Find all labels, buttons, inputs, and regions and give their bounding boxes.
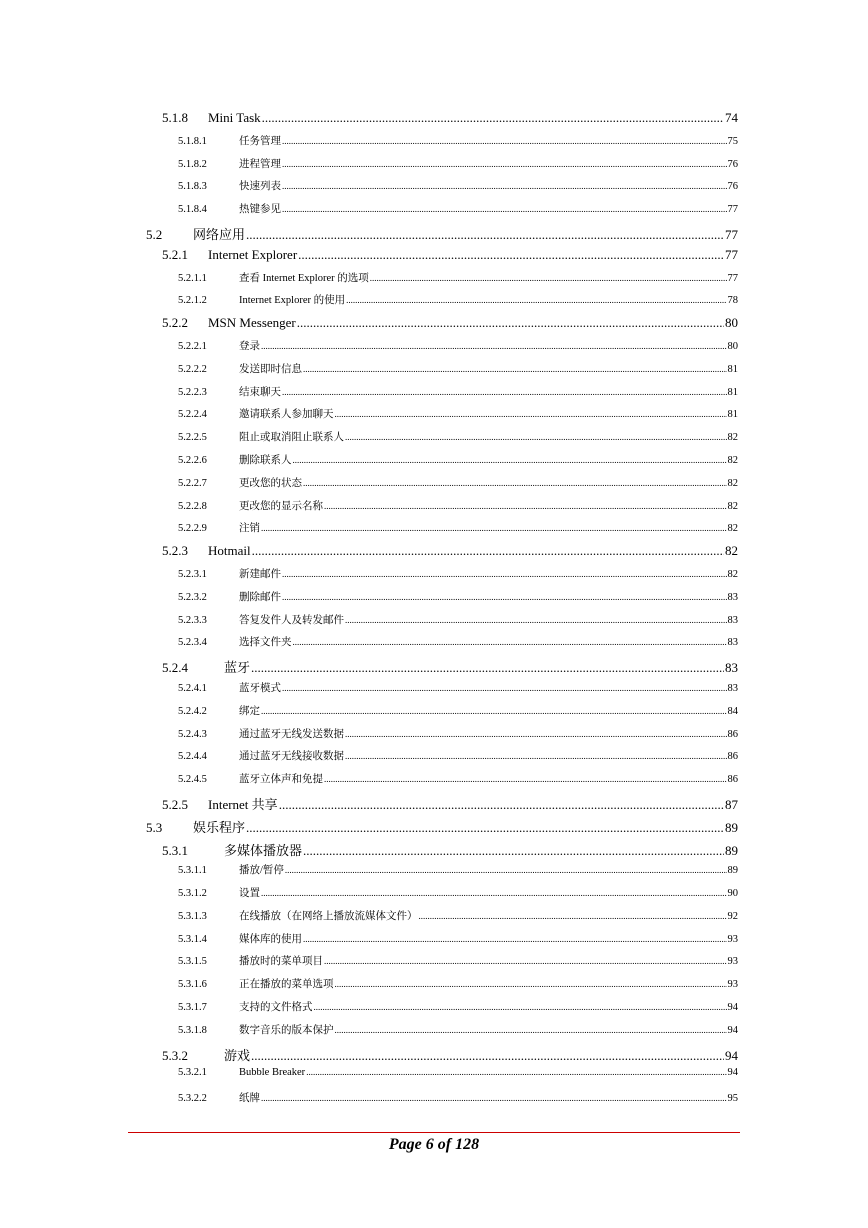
toc-dot-leader <box>345 729 727 740</box>
toc-entry-number: 5.2.4.3 <box>178 728 207 740</box>
toc-entry-title: 阻止或取消阻止联系人 <box>239 432 344 444</box>
toc-dot-leader <box>246 227 724 243</box>
toc-entry-title: 网络应用 <box>193 226 246 242</box>
toc-entry-title: 快速列表 <box>239 181 281 193</box>
toc-entry-title: MSN Messenger <box>208 315 296 331</box>
toc-dot-leader <box>261 706 727 717</box>
toc-entry[interactable] <box>0 566 868 589</box>
toc-entry-number: 5.2.3.4 <box>178 637 207 649</box>
toc-entry-page: 80 <box>727 340 738 352</box>
toc-dot-leader <box>314 1002 727 1013</box>
toc-dot-leader <box>282 181 727 192</box>
toc-entry-page: 82 <box>727 477 738 489</box>
toc-entry-title: 邀请联系人参加聊天 <box>239 409 334 421</box>
toc-entry-title: 播放/暂停 <box>239 865 284 877</box>
toc-entry-page: 83 <box>727 637 738 649</box>
toc-entry[interactable] <box>0 384 868 407</box>
toc-entry-page: 82 <box>727 523 738 535</box>
toc-dot-leader <box>298 247 724 263</box>
toc-entry-page: 75 <box>727 135 738 147</box>
toc-entry[interactable] <box>0 156 868 179</box>
toc-dot-leader <box>293 637 727 648</box>
toc-entry-title: 蓝牙模式 <box>239 682 281 694</box>
toc-entry-number: 5.3.1.6 <box>178 979 207 991</box>
toc-entry-number: 5.3.1 <box>162 842 188 858</box>
toc-dot-leader <box>345 432 727 443</box>
toc-entry-number: 5.1.8.2 <box>178 158 207 170</box>
toc-entry[interactable] <box>0 178 868 201</box>
toc-dot-leader <box>303 478 727 489</box>
toc-entry-title: Hotmail <box>208 543 251 559</box>
toc-entry-page: 77 <box>727 204 738 216</box>
toc-entry[interactable] <box>0 931 868 954</box>
toc-entry-title: 媒体库的使用 <box>239 933 302 945</box>
toc-entry-page: 81 <box>727 386 738 398</box>
toc-entry-page: 83 <box>725 660 738 676</box>
toc-dot-leader <box>282 387 727 398</box>
toc-entry-page: 82 <box>727 568 738 580</box>
toc-entry-number: 5.3.2.2 <box>178 1093 207 1105</box>
toc-entry[interactable] <box>0 1045 868 1068</box>
toc-dot-leader <box>324 956 727 967</box>
toc-entry-title: 蓝牙 <box>224 660 251 676</box>
toc-entry-page: 94 <box>727 1067 738 1079</box>
toc-entry[interactable] <box>0 953 868 976</box>
toc-entry-title: 结束聊天 <box>239 386 281 398</box>
toc-entry[interactable] <box>0 1090 868 1113</box>
toc-dot-leader <box>306 1067 726 1078</box>
toc-entry[interactable] <box>0 406 868 429</box>
toc-entry-page: 83 <box>727 614 738 626</box>
toc-dot-leader <box>282 569 727 580</box>
toc-entry-number: 5.3.1.2 <box>178 888 207 900</box>
table-of-contents <box>0 110 868 1113</box>
toc-entry-page: 87 <box>725 796 738 812</box>
toc-entry-page: 77 <box>725 226 738 242</box>
toc-entry[interactable] <box>0 1067 868 1090</box>
toc-entry-number: 5.2.3.3 <box>178 614 207 626</box>
toc-entry-page: 83 <box>727 682 738 694</box>
toc-entry-number: 5.2.1 <box>162 246 188 262</box>
toc-entry-number: 5.3.1.1 <box>178 865 207 877</box>
toc-entry-number: 5.2.2.9 <box>178 523 207 535</box>
toc-entry-number: 5.3 <box>146 819 163 835</box>
toc-entry-title: 数字音乐的版本保护 <box>239 1024 334 1036</box>
toc-entry-page: 83 <box>727 591 738 603</box>
toc-entry-number: 5.2.2.1 <box>178 340 207 352</box>
toc-entry-page: 76 <box>727 158 738 170</box>
toc-entry-title: 绑定 <box>239 705 260 717</box>
toc-dot-leader <box>345 615 727 626</box>
toc-entry[interactable] <box>0 452 868 475</box>
toc-entry-page: 78 <box>727 295 738 307</box>
toc-entry-number: 5.2.4.5 <box>178 774 207 786</box>
toc-entry[interactable] <box>0 247 868 270</box>
toc-dot-leader <box>370 273 727 284</box>
toc-entry-number: 5.2.2 <box>162 315 188 331</box>
toc-entry[interactable] <box>0 475 868 498</box>
toc-dot-leader <box>282 592 727 603</box>
toc-entry-number: 5.2.4.4 <box>178 751 207 763</box>
toc-entry[interactable] <box>0 224 868 247</box>
toc-entry-title: 支持的文件格式 <box>239 1002 313 1014</box>
toc-entry-page: 93 <box>727 933 738 945</box>
toc-entry-page: 76 <box>727 181 738 193</box>
toc-entry[interactable] <box>0 201 868 224</box>
toc-entry[interactable] <box>0 703 868 726</box>
toc-entry-title: 选择文件夹 <box>239 637 292 649</box>
toc-dot-leader <box>324 774 727 785</box>
toc-entry-title: 更改您的显示名称 <box>239 500 323 512</box>
toc-dot-leader <box>303 843 724 859</box>
toc-entry[interactable] <box>0 771 868 794</box>
toc-entry[interactable] <box>0 817 868 840</box>
toc-entry-number: 5.3.1.7 <box>178 1002 207 1014</box>
toc-entry-number: 5.2.2.8 <box>178 500 207 512</box>
toc-entry[interactable] <box>0 634 868 657</box>
toc-entry-page: 77 <box>727 272 738 284</box>
toc-dot-leader <box>279 797 724 813</box>
toc-entry-title: 任务管理 <box>239 135 281 147</box>
toc-entry-title: 设置 <box>239 888 260 900</box>
toc-dot-leader <box>335 1025 727 1036</box>
toc-dot-leader <box>324 501 727 512</box>
toc-entry[interactable] <box>0 908 868 931</box>
toc-entry-number: 5.3.2 <box>162 1047 188 1063</box>
toc-entry-page: 94 <box>727 1024 738 1036</box>
toc-entry-title: 娱乐程序 <box>193 819 246 835</box>
toc-dot-leader <box>293 455 727 466</box>
toc-entry-page: 84 <box>727 705 738 717</box>
toc-dot-leader <box>282 136 727 147</box>
toc-entry-number: 5.3.1.8 <box>178 1024 207 1036</box>
toc-entry-title: 蓝牙立体声和免提 <box>239 774 323 786</box>
toc-entry[interactable] <box>0 862 868 885</box>
toc-entry-title: Internet Explorer 的使用 <box>239 295 346 307</box>
toc-entry-number: 5.2.1.1 <box>178 272 207 284</box>
toc-dot-leader <box>262 110 724 126</box>
toc-entry-title: 发送即时信息 <box>239 363 302 375</box>
toc-entry-page: 77 <box>725 246 738 262</box>
toc-entry-number: 5.2.1.2 <box>178 295 207 307</box>
toc-entry-number: 5.1.8.1 <box>178 135 207 147</box>
toc-entry[interactable] <box>0 657 868 680</box>
toc-entry[interactable] <box>0 589 868 612</box>
toc-entry[interactable] <box>0 680 868 703</box>
toc-entry-page: 81 <box>727 363 738 375</box>
toc-entry-page: 82 <box>727 432 738 444</box>
toc-entry-page: 86 <box>727 728 738 740</box>
toc-entry-page: 94 <box>725 1047 738 1063</box>
toc-entry-number: 5.2.4.2 <box>178 705 207 717</box>
toc-entry[interactable] <box>0 110 868 133</box>
toc-entry-title: 更改您的状态 <box>239 477 302 489</box>
toc-entry-number: 5.3.1.5 <box>178 956 207 968</box>
toc-dot-leader <box>285 865 727 876</box>
toc-entry-page: 89 <box>725 819 738 835</box>
toc-entry-number: 5.2.2.7 <box>178 477 207 489</box>
toc-entry-page: 80 <box>725 315 738 331</box>
toc-entry-title: 查看 Internet Explorer 的选项 <box>239 272 369 284</box>
toc-dot-leader <box>419 911 727 922</box>
toc-entry-number: 5.2.4.1 <box>178 682 207 694</box>
toc-dot-leader <box>282 204 727 215</box>
toc-dot-leader <box>303 364 727 375</box>
toc-entry-page: 93 <box>727 956 738 968</box>
toc-entry-number: 5.2.2.6 <box>178 454 207 466</box>
toc-entry[interactable] <box>0 1022 868 1045</box>
toc-entry-number: 5.2.3.1 <box>178 568 207 580</box>
toc-entry-number: 5.2.2.5 <box>178 432 207 444</box>
toc-dot-leader <box>335 979 727 990</box>
toc-entry[interactable] <box>0 429 868 452</box>
toc-entry-number: 5.2.3 <box>162 543 188 559</box>
toc-entry-page: 82 <box>725 543 738 559</box>
toc-dot-leader <box>303 934 727 945</box>
toc-dot-leader <box>261 1093 727 1104</box>
toc-entry-title: 正在播放的菜单选项 <box>239 979 334 991</box>
toc-entry[interactable] <box>0 612 868 635</box>
toc-entry[interactable] <box>0 794 868 817</box>
toc-entry-number: 5.1.8.3 <box>178 181 207 193</box>
toc-dot-leader <box>261 888 727 899</box>
toc-dot-leader <box>246 820 724 836</box>
toc-entry-number: 5.3.2.1 <box>178 1067 207 1079</box>
toc-dot-leader <box>252 543 724 559</box>
toc-entry-page: 89 <box>725 842 738 858</box>
toc-entry[interactable] <box>0 498 868 521</box>
toc-entry-title: 在线播放（在网络上播放流媒体文件） <box>239 910 418 922</box>
toc-entry[interactable] <box>0 338 868 361</box>
toc-entry-page: 81 <box>727 409 738 421</box>
toc-entry-title: 登录 <box>239 340 260 352</box>
toc-entry-number: 5.2.2.4 <box>178 409 207 421</box>
toc-entry-title: 纸牌 <box>239 1093 260 1105</box>
toc-entry-page: 90 <box>727 888 738 900</box>
toc-dot-leader <box>346 295 726 306</box>
toc-entry[interactable] <box>0 292 868 315</box>
toc-entry[interactable] <box>0 840 868 863</box>
toc-entry-title: 通过蓝牙无线发送数据 <box>239 728 344 740</box>
toc-entry-number: 5.3.1.4 <box>178 933 207 945</box>
toc-dot-leader <box>251 1048 724 1064</box>
toc-entry-number: 5.2.4 <box>162 660 188 676</box>
toc-entry[interactable] <box>0 748 868 771</box>
toc-entry-title: 通过蓝牙无线接收数据 <box>239 751 344 763</box>
toc-entry[interactable] <box>0 543 868 566</box>
toc-entry-title: Internet Explorer <box>208 246 298 262</box>
toc-entry-title: Mini Task <box>208 110 261 125</box>
toc-entry-number: 5.2.5 <box>162 796 188 812</box>
toc-entry-page: 93 <box>727 979 738 991</box>
toc-entry-title: 新建邮件 <box>239 568 281 580</box>
toc-dot-leader <box>297 315 724 331</box>
toc-entry-page: 94 <box>727 1002 738 1014</box>
toc-dot-leader <box>261 523 727 534</box>
toc-entry[interactable] <box>0 999 868 1022</box>
toc-entry[interactable] <box>0 361 868 384</box>
toc-entry[interactable] <box>0 976 868 999</box>
toc-entry-title: 多媒体播放器 <box>224 842 303 858</box>
toc-dot-leader <box>261 341 727 352</box>
toc-entry-page: 95 <box>727 1093 738 1105</box>
toc-entry-page: 86 <box>727 751 738 763</box>
toc-entry[interactable] <box>0 885 868 908</box>
toc-entry-page: 82 <box>727 454 738 466</box>
toc-entry[interactable] <box>0 726 868 749</box>
toc-entry-title: 注销 <box>239 523 260 535</box>
toc-entry[interactable] <box>0 520 868 543</box>
toc-entry-number: 5.2 <box>146 226 163 242</box>
toc-entry-number: 5.2.2.3 <box>178 386 207 398</box>
toc-entry-number: 5.2.2.2 <box>178 363 207 375</box>
page-footer: Page 6 of 128 <box>388 1136 480 1153</box>
toc-entry-page: 89 <box>727 865 738 877</box>
toc-entry-title: Internet 共享 <box>208 796 278 812</box>
toc-entry-number: 5.2.3.2 <box>178 591 207 603</box>
toc-entry-page: 74 <box>725 110 738 125</box>
toc-dot-leader <box>282 159 727 170</box>
toc-dot-leader <box>345 751 727 762</box>
toc-entry-number: 5.3.1.3 <box>178 910 207 922</box>
toc-entry-title: 进程管理 <box>239 158 281 170</box>
toc-entry[interactable] <box>0 133 868 156</box>
footer-rule <box>128 1132 740 1133</box>
toc-entry[interactable] <box>0 270 868 293</box>
toc-entry-title: 删除联系人 <box>239 454 292 466</box>
toc-entry-title: 热键参见 <box>239 204 281 216</box>
toc-entry-page: 82 <box>727 500 738 512</box>
toc-entry-title: 答复发件人及转发邮件 <box>239 614 344 626</box>
toc-dot-leader <box>251 660 724 676</box>
toc-dot-leader <box>335 409 727 420</box>
toc-entry-page: 92 <box>727 910 738 922</box>
toc-entry-number: 5.1.8.4 <box>178 204 207 216</box>
toc-entry-title: 删除邮件 <box>239 591 281 603</box>
toc-entry-title: Bubble Breaker <box>239 1067 306 1079</box>
toc-entry[interactable] <box>0 315 868 338</box>
toc-entry-title: 游戏 <box>224 1047 251 1063</box>
toc-entry-number: 5.1.8 <box>162 110 188 125</box>
toc-entry-page: 86 <box>727 774 738 786</box>
toc-entry-title: 播放时的菜单项目 <box>239 956 323 968</box>
toc-dot-leader <box>282 683 727 694</box>
